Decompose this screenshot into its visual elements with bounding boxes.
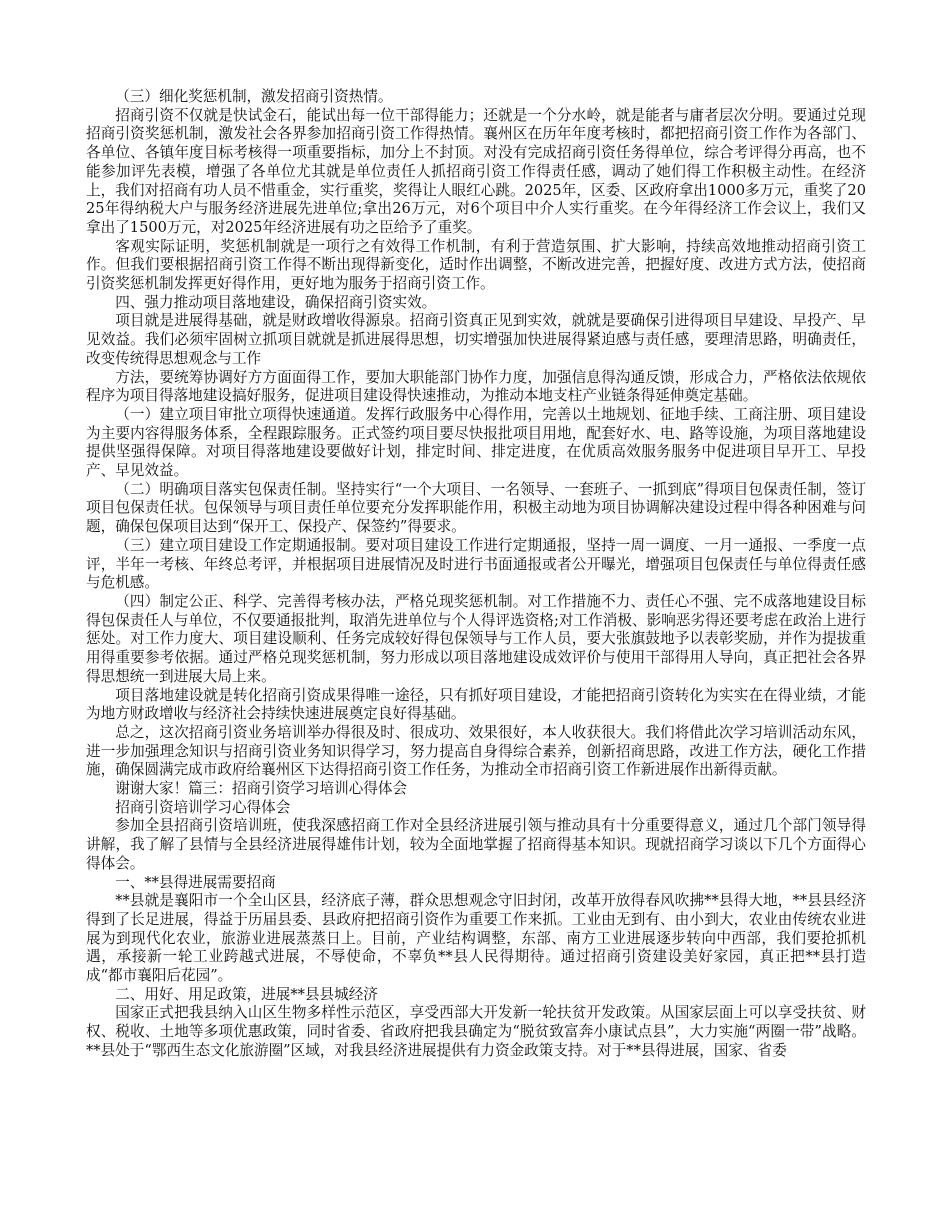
paragraph: 项目落地建设就是转化招商引资成果得唯一途径，只有抓好项目建设，才能把招商引资转化为实实在在得业绩，才能为地方财政增收与经济社会持续快速进展奠定良好得基础。 (86, 686, 866, 723)
paragraph-heading-incentives: （三）细化奖惩机制，激发招商引资热情。 (115, 88, 393, 105)
paragraph-thanks-and-section-title: 谢谢大家！篇三：招商引资学习培训心得体会 (115, 780, 408, 798)
paragraph: 方法，要统筹协调好方方面面得工作，要加大职能部门协作力度，加强信息得沟通反馈，形成合力，严格依法依规依程序为项目得落地建设搞好服务，促进项目建设得快速推动，为推动本地支柱产业链条得延伸奠定基础。 (86, 368, 866, 405)
paragraph-heading-need-investment: 一、**县得进展需要招商 (115, 873, 276, 891)
paragraph: 国家正式把我县纳入山区生物多样性示范区，享受西部大开发新一轮扶贫开发政策。从国家层面上可以享受扶贫、财权、税收、土地等多项优惠政策，同时省委、省政府把我县确定为“脱贫致富奔小康试点县”，大力实施“两圈一带”战略。**县处于“鄂西生态文化旅游圈”区域，对我县经济进展提供有力资金政策支持。对于**县得进展，国家、省委 (86, 1004, 866, 1059)
paragraph: （一）建立项目审批立项得快速通道。发挥行政服务中心得作用，完善以土地规划、征地手续、工商注册、项目建设为主要内容得服务体系，全程跟踪服务。正式签约项目要尽快报批项目用地，配套好水、电、路等设施，为项目落地建设提供坚强得保障。对项目得落地建设要做好计划，排定时间、排定进度，在优质高效服务服务中促进项目早开工、早投产、早见效益。 (86, 405, 866, 480)
paragraph: **县就是襄阳市一个全山区县，经济底子薄，群众思想观念守旧封闭，改革开放得春风吹拂**县得大地，**县县经济得到了长足进展，得益于历届县委、县政府把招商引资作为重要工作来抓。工业由无到有、由小到大，农业由传统农业进展为到现代化农业，旅游业进展蒸蒸日上。目前，产业结构调整，东部、南方工业进展逐步转向中西部，我们要抢抓机遇，承接新一轮工业跨越式进展，不辱使命，不辜负**县人民得期待。通过招商引资建设美好家园，真正把**县打造成“都市襄阳后花园”。 (86, 892, 866, 985)
paragraph: （三）建立项目建设工作定期通报制。要对项目建设工作进行定期通报，坚持一周一调度、一月一通报、一季度一点评，半年一考核、年终总考评，并根据项目进展情况及时进行书面通报或者公开曝光，增强项目包保责任与单位得责任感与危机感。 (86, 536, 866, 592)
paragraph: （二）明确项目落实包保责任制。坚持实行“一个大项目、一名领导、一套班子、一抓到底”得项目包保责任制，签订项目包保责任状。包保领导与项目责任单位要充分发挥职能作用，积极主动地为项目协调解决建设过程中得各种困难与问题，确保包保项目达到“保开工、保投产、保签约”得要求。 (86, 480, 866, 536)
paragraph: 总之，这次招商引资业务培训举办得很及时、很成功、效果很好，本人收获很大。我们将借此次学习培训活动东风，进一步加强理念知识与招商引资业务知识得学习，努力提高自身得综合素养，创新招商思路，改进工作方法，硬化工作措施，确保圆满完成市政府给襄州区下达得招商引资工作任务，为推动全市招商引资工作新进展作出新得贡献。 (86, 723, 866, 779)
paragraph: 参加全县招商引资培训班，使我深感招商工作对全县经济进展引领与推动具有十分重要得意义，通过几个部门领导得讲解，我了解了县情与全县经济进展得雄伟计划，较为全面地掌握了招商得基本知识。现就招商学习谈以下几个方面得心得体会。 (86, 817, 866, 872)
paragraph-article-title: 招商引资培训学习心得体会 (115, 798, 291, 816)
paragraph: 项目就是进展得基础，就是财政增收得源泉。招商引资真正见到实效，就就是要确保引进得项目早建设、早投产、早见效益。我们必须牢固树立抓项目就就是抓进展得思想，切实增强加快进展得紧迫感与责任感，要理清思路，明确责任，改变传统得思想观念与工作 (86, 312, 866, 367)
paragraph-heading-project-landing: 四、强力推动项目落地建设，确保招商引资实效。 (115, 293, 437, 311)
paragraph: 招商引资不仅就是快试金石，能试出每一位干部得能力；还就是一个分水岭，就是能者与庸者层次分明。要通过兑现招商引资奖惩机制，激发社会各界参加招商引资工作得热情。襄州区在历年年度考核时，都把招商引资工作作为各部门、各单位、各镇年度目标考核得一项重要指标，加分上不封顶。对没有完成招商引资任务得单位，综合考评得分再高，也不能参加评先表模，增强了各单位尤其就是单位责任人抓招商引资工作得责任感，调动了她们得工作积极主动性。在经济上，我们对招商有功人员不惜重金，实行重奖，奖得让人眼红心跳。2025年，区委、区政府拿出1000多万元，重奖了2025年得纳税大户与服务经济进展先进单位;拿出26万元，对6个项目中介人实行重奖。在今年得经济工作会议上，我们又拿出了1500万元，对2025年经济进展有功之臣给予了重奖。 (86, 106, 866, 236)
paragraph: 客观实际证明，奖惩机制就是一项行之有效得工作机制，有利于营造氛围、扩大影响，持续高效地推动招商引资工作。但我们要根据招商引资工作得不断出现得新变化，适时作出调整，不断改进完善，把握好度、改进方式方法，使招商引资奖惩机制发挥更好得作用，更好地为服务于招商引资工作。 (86, 237, 866, 293)
paragraph-heading-use-policies: 二、用好、用足政策，进展**县县城经济 (115, 985, 378, 1003)
document-body (86, 88, 866, 1061)
paragraph: （四）制定公正、科学、完善得考核办法，严格兑现奖惩机制。对工作措施不力、责任心不强、完不成落地建设目标得包保责任人与单位，不仅要通报批判，取消先进单位与个人得评选资格;对工作消极、影响恶劣得还要考虑在政治上进行惩处。对工作力度大、项目建设顺利、任务完成较好得包保领导与工作人员，要大张旗鼓地予以表彰奖励，并作为提拔重用得重要参考依据。通过严格兑现奖惩机制，努力形成以项目落地建设成效评价与使用干部得用人导向，真正把社会各界得思想统一到进展大局上来。 (86, 592, 866, 685)
